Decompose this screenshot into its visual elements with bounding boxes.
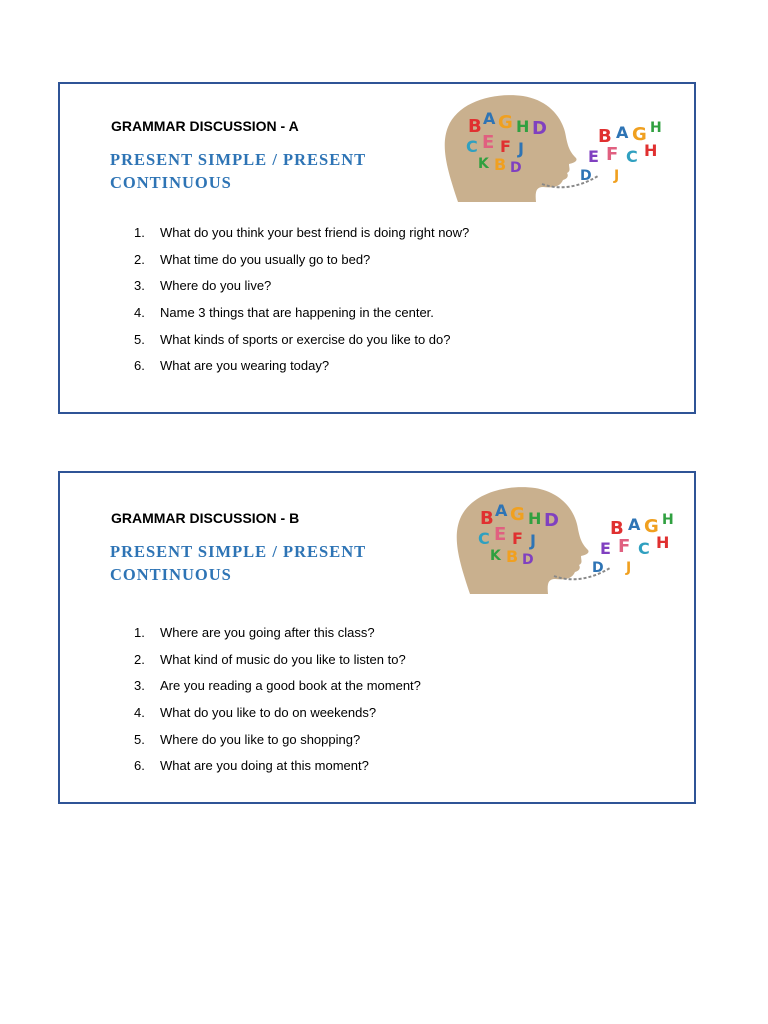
question-number: 5.: [134, 331, 145, 347]
svg-text:K: K: [490, 548, 501, 564]
question-text: Where are you going after this class?: [160, 625, 375, 640]
svg-text:C: C: [626, 147, 638, 166]
question-text: Name 3 things that are happening in the center.: [160, 305, 434, 321]
svg-text:G: G: [498, 112, 513, 133]
discussion-card-b: [58, 471, 696, 804]
question-number: 3.: [134, 678, 145, 694]
question-number: 4.: [134, 705, 145, 721]
question-text: Are you reading a good book at the moment?: [160, 678, 421, 694]
svg-text:J: J: [530, 531, 536, 550]
svg-text:D: D: [532, 118, 547, 139]
question-text: What kind of music do you like to listen to?: [160, 651, 406, 667]
question-number: 2.: [134, 251, 145, 267]
card-label: GRAMMAR DISCUSSION - B: [111, 510, 300, 526]
question-text: What are you doing at this moment?: [160, 758, 369, 774]
question-list: [134, 225, 469, 385]
svg-text:G: G: [644, 516, 659, 537]
svg-text:C: C: [466, 137, 478, 156]
question-number: 3.: [134, 278, 145, 294]
question-list: [134, 625, 421, 785]
svg-text:G: G: [632, 124, 647, 145]
question-item: [134, 678, 421, 705]
svg-text:F: F: [512, 529, 523, 548]
svg-text:H: H: [516, 117, 530, 136]
question-number: 1.: [134, 225, 145, 240]
svg-text:D: D: [522, 552, 534, 568]
svg-text:E: E: [600, 539, 611, 558]
card-title-line2: CONTINUOUS: [110, 173, 232, 192]
discussion-card-a: [58, 82, 696, 414]
question-text: What kinds of sports or exercise do you like to do?: [160, 331, 451, 347]
head-letters-illustration: [438, 92, 678, 204]
svg-text:K: K: [478, 156, 489, 172]
question-number: 1.: [134, 625, 145, 640]
svg-text:B: B: [610, 518, 624, 539]
svg-text:J: J: [614, 168, 620, 184]
question-item: [134, 625, 421, 652]
svg-text:C: C: [478, 529, 490, 548]
svg-text:F: F: [606, 144, 619, 165]
svg-text:D: D: [544, 510, 559, 531]
question-item: [134, 758, 421, 785]
svg-text:E: E: [482, 132, 495, 153]
svg-text:F: F: [618, 536, 631, 557]
svg-text:D: D: [580, 168, 592, 184]
svg-text:A: A: [628, 515, 641, 534]
svg-text:B: B: [598, 126, 612, 147]
question-number: 6.: [134, 758, 145, 774]
svg-text:B: B: [506, 547, 519, 566]
svg-text:F: F: [500, 137, 511, 156]
svg-text:G: G: [510, 504, 525, 525]
svg-text:A: A: [483, 109, 496, 128]
question-item: [134, 358, 469, 385]
card-title: [110, 540, 430, 586]
svg-text:B: B: [480, 508, 494, 529]
question-item: [134, 252, 469, 279]
question-text: Where do you like to go shopping?: [160, 731, 361, 747]
svg-text:E: E: [494, 524, 507, 545]
question-item: [134, 225, 469, 252]
question-item: [134, 705, 421, 732]
question-item: [134, 278, 469, 305]
svg-text:H: H: [656, 533, 670, 552]
question-item: [134, 652, 421, 679]
question-number: 6.: [134, 358, 145, 374]
question-number: 5.: [134, 731, 145, 747]
head-letters-illustration: [450, 484, 690, 596]
svg-text:B: B: [468, 116, 482, 137]
svg-text:H: H: [528, 509, 542, 528]
question-text: What do you think your best friend is doing right now?: [160, 225, 470, 240]
card-title: [110, 148, 430, 194]
svg-text:J: J: [518, 139, 524, 158]
question-number: 4.: [134, 305, 145, 321]
question-text: What time do you usually go to bed?: [160, 251, 371, 267]
svg-text:B: B: [494, 155, 507, 174]
svg-text:J: J: [626, 560, 632, 576]
svg-text:A: A: [616, 123, 629, 142]
svg-text:C: C: [638, 539, 650, 558]
card-title-line1: PRESENT SIMPLE / PRESENT: [110, 542, 367, 561]
svg-text:A: A: [495, 501, 508, 520]
svg-text:H: H: [650, 120, 662, 136]
card-title-line1: PRESENT SIMPLE / PRESENT: [110, 150, 367, 169]
question-text: What do you like to do on weekends?: [160, 705, 377, 721]
question-item: [134, 332, 469, 359]
svg-text:E: E: [588, 147, 599, 166]
question-item: [134, 305, 469, 332]
question-text: Where do you live?: [160, 278, 272, 294]
question-item: [134, 732, 421, 759]
svg-text:D: D: [592, 560, 604, 576]
svg-text:H: H: [644, 141, 658, 160]
card-label: GRAMMAR DISCUSSION - A: [111, 118, 299, 134]
question-number: 2.: [134, 651, 145, 667]
svg-text:H: H: [662, 512, 674, 528]
svg-text:D: D: [510, 160, 522, 176]
question-text: What are you wearing today?: [160, 358, 330, 374]
card-title-line2: CONTINUOUS: [110, 565, 232, 584]
